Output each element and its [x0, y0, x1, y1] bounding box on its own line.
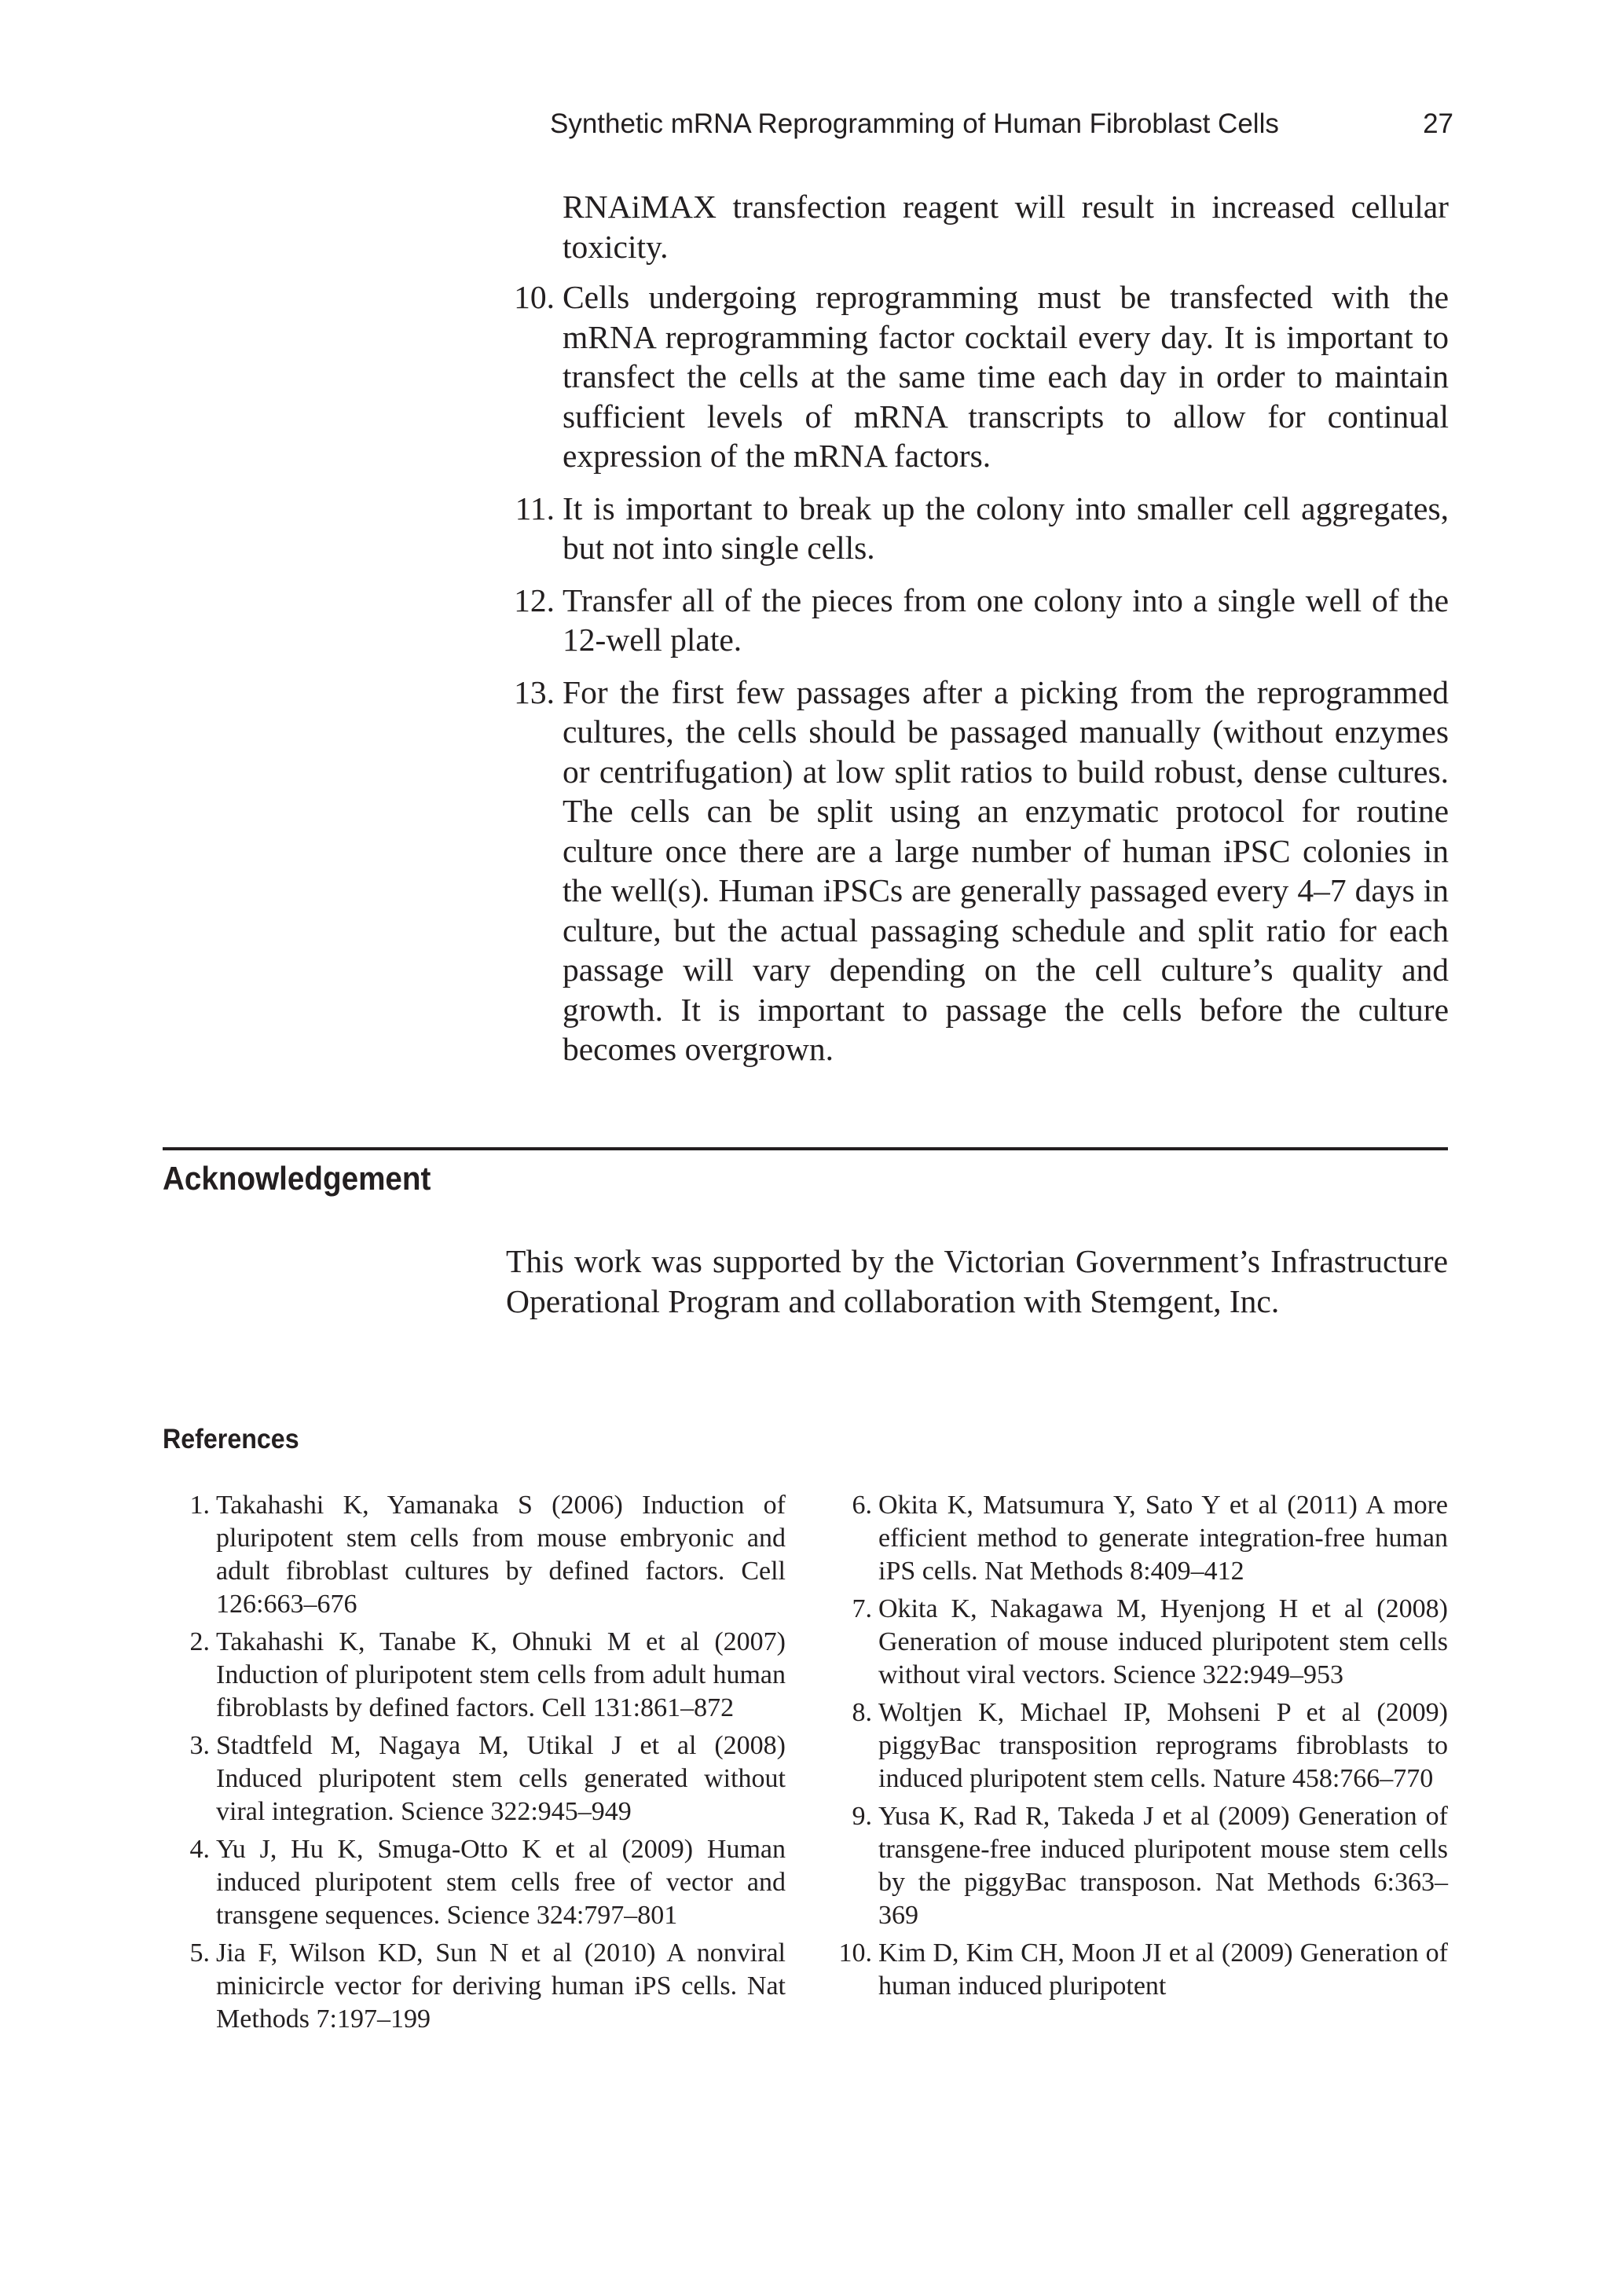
reference-item [163, 1937, 786, 2036]
note-text: Transfer all of the pieces from one colony into a single well of the 12-well plate. [563, 581, 1449, 658]
acknowledgement-text: This work was supported by the Victorian Government’s Infrastructure Operational Program and collaboration with Stemgent, Inc. [506, 1243, 1448, 1319]
reference-number: 3. [189, 1731, 210, 1760]
reference-text: Kim D, Kim CH, Moon JI et al (2009) Generation of human induced pluripotent [878, 1938, 1448, 2001]
acknowledgement-heading: Acknowledgement [163, 1160, 431, 1197]
note-number: 13. [514, 673, 555, 710]
note-number: 11. [515, 490, 555, 526]
section-divider [163, 1147, 1448, 1150]
note-item [481, 489, 1449, 568]
note-item [481, 277, 1449, 476]
reference-number: 9. [852, 1802, 872, 1831]
reference-text: Takahashi K, Yamanaka S (2006) Induction of pluripotent stem cells from mouse embryonic and adult fibroblast cultures by defined factors. Cell 126:663–676 [216, 1491, 786, 1619]
note-item [481, 673, 1449, 1069]
reference-item [163, 1626, 786, 1725]
reference-item [163, 1833, 786, 1932]
reference-text: Jia F, Wilson KD, Sun N et al (2010) A nonviral minicircle vector for deriving human iPS cells. Nat Methods 7:197–199 [216, 1938, 786, 2034]
reference-item [825, 1593, 1448, 1692]
note-number: 12. [514, 581, 555, 618]
reference-item [825, 1937, 1448, 2003]
note-item [481, 581, 1449, 660]
reference-item [825, 1800, 1448, 1932]
page-number: 27 [1423, 108, 1453, 139]
reference-number: 6. [852, 1491, 872, 1520]
running-head-title: Synthetic mRNA Reprogramming of Human Fibroblast Cells [550, 108, 1279, 139]
note-text: For the first few passages after a picking from the reprogrammed cultures, the cells should be passaged manually (without enzymes or centrifugation) at low split ratios to build robust, dense cultures. The cells can be split using an enzymatic protocol for routine culture once there are a large number of human iPSC colonies in the well(s). Human iPSCs are generally passaged every 4–7 days in culture, but the actual passaging schedule and split ratio for each passage will vary depending on the cell culture’s quality and growth. It is important to passage the cells before the culture becomes overgrown. [563, 673, 1449, 1067]
reference-number: 5. [189, 1938, 210, 1968]
reference-text: Stadtfeld M, Nagaya M, Utikal J et al (2008) Induced pluripotent stem cells generated without viral integration. Science 322:945–949 [216, 1731, 786, 1826]
references-column-left [163, 1489, 786, 2041]
reference-text: Woltjen K, Michael IP, Mohseni P et al (2009) piggyBac transposition reprograms fibroblasts to induced pluripotent stem cells. Nature 458:766–770 [878, 1698, 1448, 1793]
reference-text: Okita K, Nakagawa M, Hyenjong H et al (2008) Generation of mouse induced pluripotent stem cells without viral vectors. Science 322:949–953 [878, 1594, 1448, 1689]
reference-number: 10. [838, 1938, 872, 1968]
note-continuation [481, 187, 1449, 266]
references-heading: References [163, 1424, 299, 1454]
references-column-right [825, 1489, 1448, 2008]
reference-number: 2. [189, 1627, 210, 1656]
reference-item [163, 1729, 786, 1828]
reference-item [825, 1489, 1448, 1588]
reference-text: Okita K, Matsumura Y, Sato Y et al (2011) A more efficient method to generate integration-free human iPS cells. Nat Methods 8:409–412 [878, 1491, 1448, 1586]
note-text: Cells undergoing reprogramming must be transfected with the mRNA reprogramming factor cocktail every day. It is important to transfect the cells at the same time each day in order to maintain sufficient levels of mRNA transcripts to allow for continual expression of the mRNA factors. [563, 279, 1449, 474]
reference-number: 4. [189, 1835, 210, 1864]
note-text: It is important to break up the colony into smaller cell aggregates, but not into single cells. [563, 490, 1449, 566]
reference-text: Yu J, Hu K, Smuga-Otto K et al (2009) Human induced pluripotent stem cells free of vector and transgene sequences. Science 324:797–801 [216, 1835, 786, 1930]
reference-number: 7. [852, 1594, 872, 1623]
reference-item [825, 1696, 1448, 1795]
notes-list [481, 187, 1449, 1082]
reference-text: Yusa K, Rad R, Takeda J et al (2009) Generation of transgene-free induced pluripotent mouse stem cells by the piggyBac transposon. Nat Methods 6:363–369 [878, 1802, 1448, 1930]
reference-number: 1. [189, 1491, 210, 1520]
note-number: 10. [514, 279, 555, 315]
reference-number: 8. [852, 1698, 872, 1727]
reference-text: Takahashi K, Tanabe K, Ohnuki M et al (2007) Induction of pluripotent stem cells from adult human fibroblasts by defined factors. Cell 131:861–872 [216, 1627, 786, 1722]
note-text: RNAiMAX transfection reagent will result in increased cellular toxicity. [563, 189, 1449, 265]
reference-item [163, 1489, 786, 1621]
